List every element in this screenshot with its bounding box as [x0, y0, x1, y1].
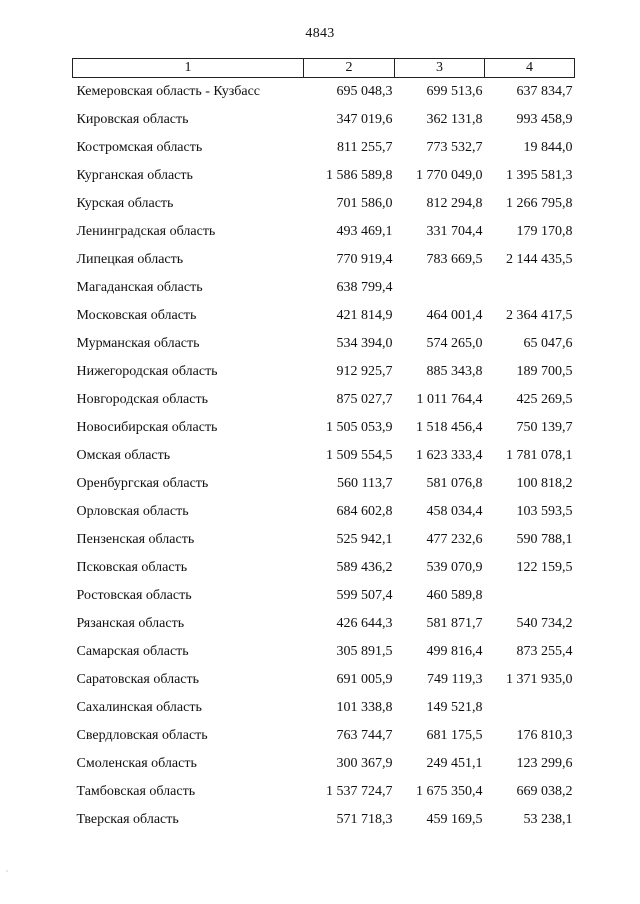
- value-col3-cell: 699 513,6: [426, 84, 483, 99]
- value-col4-cell: 123 299,6: [516, 756, 573, 771]
- table-row: [73, 134, 575, 162]
- region-name-cell: Омская область: [76, 448, 171, 463]
- region-name-cell: Тверская область: [76, 812, 179, 827]
- table-row: [73, 218, 575, 246]
- table-row: [73, 526, 575, 554]
- region-name-cell: Новгородская область: [76, 392, 208, 407]
- value-col4-cell: 540 734,2: [516, 616, 573, 631]
- table-row: [73, 414, 575, 442]
- value-col3-cell: 812 294,8: [426, 196, 483, 211]
- value-col2-cell: 770 919,4: [336, 252, 393, 267]
- value-col2-cell: 101 338,8: [336, 700, 393, 715]
- value-col3-cell: 783 669,5: [426, 252, 483, 267]
- value-col2-cell: 493 469,1: [336, 224, 393, 239]
- header-cell-1: 1: [73, 59, 304, 78]
- table-row: [73, 442, 575, 470]
- value-col2-cell: 875 027,7: [336, 392, 393, 407]
- table-row: [73, 470, 575, 498]
- region-name-cell: Костромская область: [76, 140, 203, 155]
- value-col2-cell: 695 048,3: [336, 84, 393, 99]
- value-col2-cell: 599 507,4: [336, 588, 393, 603]
- table-row: [73, 778, 575, 806]
- region-name-cell: Оренбургская область: [76, 476, 209, 491]
- value-col2-cell: 1 509 554,5: [326, 448, 393, 463]
- value-col4-cell: 750 139,7: [516, 420, 573, 435]
- value-col4-cell: 19 844,0: [523, 140, 573, 155]
- table-row: [73, 554, 575, 582]
- table-row: [73, 190, 575, 218]
- value-col4-cell: 1 266 795,8: [506, 196, 573, 211]
- region-name-cell: Сахалинская область: [76, 700, 202, 715]
- value-col4-cell: 637 834,7: [516, 84, 573, 99]
- value-col4-cell: 425 269,5: [516, 392, 573, 407]
- region-name-cell: Орловская область: [76, 504, 189, 519]
- value-col4-cell: [485, 582, 575, 610]
- table-row: [73, 582, 575, 610]
- value-col2-cell: 684 602,8: [336, 504, 393, 519]
- region-name-cell: Магаданская область: [76, 280, 203, 295]
- value-col3-cell: 460 589,8: [426, 588, 483, 603]
- value-col4-cell: 2 364 417,5: [506, 308, 573, 323]
- value-col4-cell: 1 395 581,3: [506, 168, 573, 183]
- region-name-cell: Пензенская область: [76, 532, 195, 547]
- value-col3-cell: 499 816,4: [426, 644, 483, 659]
- value-col3-cell: 458 034,4: [426, 504, 483, 519]
- region-name-cell: Псковская область: [76, 560, 188, 575]
- value-col4-cell: 873 255,4: [516, 644, 573, 659]
- table-row: [73, 246, 575, 274]
- value-col4-cell: 100 818,2: [516, 476, 573, 491]
- table-row: [73, 330, 575, 358]
- region-name-cell: Курганская область: [76, 168, 193, 183]
- region-name-cell: Курская область: [76, 196, 174, 211]
- value-col4-cell: 1 371 935,0: [506, 672, 573, 687]
- value-col3-cell: 539 070,9: [426, 560, 483, 575]
- region-name-cell: Нижегородская область: [76, 364, 218, 379]
- region-name-cell: Новосибирская область: [76, 420, 218, 435]
- value-col2-cell: 701 586,0: [336, 196, 393, 211]
- table-row: [73, 806, 575, 834]
- value-col2-cell: 571 718,3: [336, 812, 393, 827]
- value-col4-cell: [485, 694, 575, 722]
- region-name-cell: Самарская область: [76, 644, 189, 659]
- value-col3-cell: 773 532,7: [426, 140, 483, 155]
- value-col3-cell: 1 623 333,4: [416, 448, 483, 463]
- region-name-cell: Московская область: [76, 308, 197, 323]
- table-row: [73, 666, 575, 694]
- value-col3-cell: 885 343,8: [426, 364, 483, 379]
- value-col3-cell: 581 076,8: [426, 476, 483, 491]
- region-name-cell: Смоленская область: [76, 756, 197, 771]
- table-row: [73, 302, 575, 330]
- value-col2-cell: 638 799,4: [336, 280, 393, 295]
- value-col3-cell: 1 518 456,4: [416, 420, 483, 435]
- table-row: [73, 610, 575, 638]
- value-col2-cell: 525 942,1: [336, 532, 393, 547]
- value-col2-cell: 305 891,5: [336, 644, 393, 659]
- value-col3-cell: 149 521,8: [426, 700, 483, 715]
- value-col2-cell: 589 436,2: [336, 560, 393, 575]
- value-col4-cell: 103 593,5: [516, 504, 573, 519]
- table-row: [73, 358, 575, 386]
- value-col3-cell: 749 119,3: [427, 672, 483, 687]
- value-col4-cell: 590 788,1: [516, 532, 573, 547]
- region-name-cell: Ростовская область: [76, 588, 192, 603]
- value-col2-cell: 534 394,0: [336, 336, 393, 351]
- header-cell-2: 2: [304, 59, 395, 78]
- page-number: 4843: [305, 26, 335, 41]
- value-col2-cell: 1 505 053,9: [326, 420, 393, 435]
- table-row: [73, 694, 575, 722]
- table-row: [73, 750, 575, 778]
- region-name-cell: Тамбовская область: [76, 784, 196, 799]
- value-col2-cell: 300 367,9: [336, 756, 393, 771]
- value-col4-cell: 189 700,5: [516, 364, 573, 379]
- value-col2-cell: 1 537 724,7: [326, 784, 393, 799]
- value-col3-cell: 362 131,8: [426, 112, 483, 127]
- table-row: [73, 78, 575, 107]
- value-col3-cell: 477 232,6: [426, 532, 483, 547]
- value-col2-cell: 560 113,7: [337, 476, 393, 491]
- table-row: [73, 638, 575, 666]
- table-row: [73, 106, 575, 134]
- value-col3-cell: 1 675 350,4: [416, 784, 483, 799]
- value-col4-cell: 53 238,1: [523, 812, 573, 827]
- region-name-cell: Кировская область: [76, 112, 189, 127]
- value-col4-cell: 176 810,3: [516, 728, 573, 743]
- value-col4-cell: 669 038,2: [516, 784, 573, 799]
- value-col3-cell: 574 265,0: [426, 336, 483, 351]
- value-col3-cell: [395, 274, 485, 302]
- region-name-cell: Кемеровская область - Кузбасс: [76, 84, 261, 99]
- value-col3-cell: 464 001,4: [426, 308, 483, 323]
- table-row: [73, 274, 575, 302]
- header-cell-3: 3: [395, 59, 485, 78]
- value-col3-cell: 331 704,4: [426, 224, 483, 239]
- table-header: [73, 59, 575, 78]
- value-col3-cell: 249 451,1: [426, 756, 483, 771]
- value-col4-cell: 65 047,6: [523, 336, 573, 351]
- table-row: [73, 498, 575, 526]
- table-row: [73, 162, 575, 190]
- value-col4-cell: 122 159,5: [516, 560, 573, 575]
- value-col4-cell: 179 170,8: [516, 224, 573, 239]
- region-name-cell: Рязанская область: [76, 616, 185, 631]
- region-name-cell: Свердловская область: [76, 728, 208, 743]
- scan-speck: [6, 870, 8, 872]
- value-col4-cell: 2 144 435,5: [506, 252, 573, 267]
- value-col2-cell: 1 586 589,8: [326, 168, 393, 183]
- value-col3-cell: 459 169,5: [426, 812, 483, 827]
- data-table: [72, 58, 575, 834]
- value-col2-cell: 691 005,9: [336, 672, 393, 687]
- table-row: [73, 386, 575, 414]
- region-name-cell: Саратовская область: [76, 672, 200, 687]
- value-col3-cell: 1 011 764,4: [416, 392, 483, 407]
- value-col3-cell: 681 175,5: [426, 728, 483, 743]
- value-col2-cell: 426 644,3: [336, 616, 393, 631]
- value-col2-cell: 421 814,9: [336, 308, 393, 323]
- value-col2-cell: 347 019,6: [336, 112, 393, 127]
- value-col3-cell: 581 871,7: [426, 616, 483, 631]
- header-cell-4: 4: [485, 59, 575, 78]
- header-row: [73, 59, 575, 78]
- region-name-cell: Ленинградская область: [76, 224, 216, 239]
- table-body: [73, 78, 575, 835]
- region-name-cell: Мурманская область: [76, 336, 200, 351]
- value-col2-cell: 763 744,7: [336, 728, 393, 743]
- value-col3-cell: 1 770 049,0: [416, 168, 483, 183]
- value-col2-cell: 912 925,7: [336, 364, 393, 379]
- value-col2-cell: 811 255,7: [337, 140, 393, 155]
- table-row: [73, 722, 575, 750]
- value-col4-cell: 1 781 078,1: [506, 448, 573, 463]
- value-col4-cell: [485, 274, 575, 302]
- value-col4-cell: 993 458,9: [516, 112, 573, 127]
- region-name-cell: Липецкая область: [76, 252, 184, 267]
